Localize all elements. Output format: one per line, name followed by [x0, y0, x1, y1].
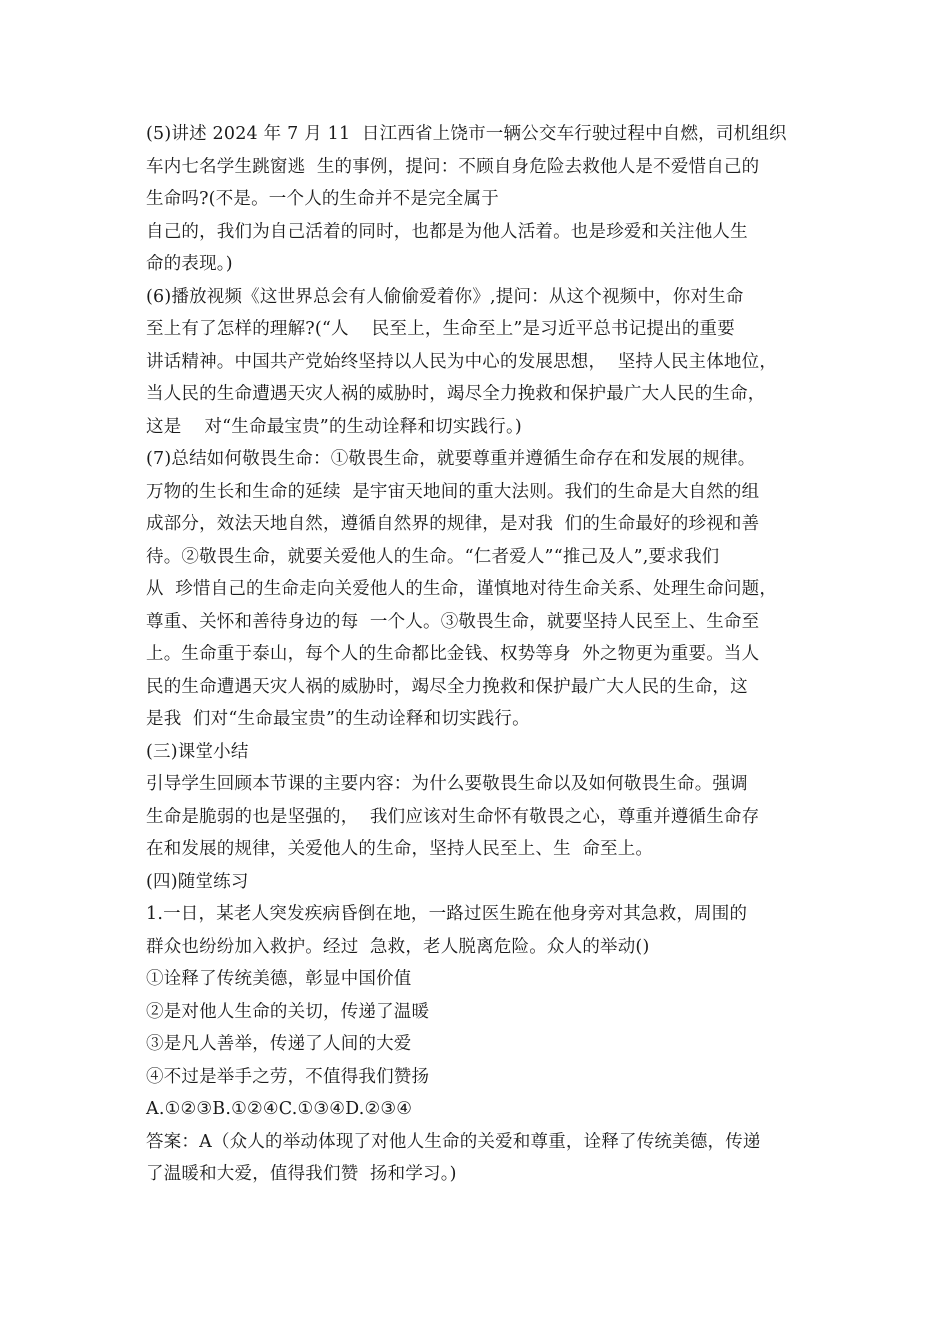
- text-line: 成部分，效法天地自然，遵循自然界的规律，是对我 们的生命最好的珍视和善: [146, 514, 760, 534]
- option-item: ③是凡人善举，传递了人间的大爱: [146, 1034, 412, 1054]
- answer-text: 答案：A（众人的举动体现了对他人生命的关爱和尊重，诠释了传统美德，传递: [146, 1131, 761, 1152]
- option-item: ①诠释了传统美德，彰显中国价值: [146, 969, 412, 989]
- answer-choices: A.①②③B.①②④C.①③④D.②③④: [146, 1099, 413, 1119]
- text-line: 生命吗?(不是。一个人的生命并不是完全属于: [146, 189, 499, 209]
- text-line: 讲话精神。中国共产党始终坚持以人民为中心的发展思想， 坚持人民主体地位，: [146, 351, 778, 372]
- text-line: 是我 们对“生命最宝贵”的生动诠释和切实践行。: [146, 709, 530, 729]
- question-text: 群众也纷纷加入救护。经过 急救，老人脱离危险。众人的举动(): [146, 936, 650, 957]
- text-line: 民的生命遭遇天灾人祸的威胁时，竭尽全力挽救和保护最广大人民的生命，这: [146, 676, 748, 697]
- text-line: 从 珍惜自己的生命走向关爱他人的生命，谨慎地对待生命关系、处理生命问题，: [146, 579, 778, 599]
- text-line: 命的表现。): [146, 254, 233, 274]
- document-body: [146, 118, 816, 1191]
- text-line: 车内七名学生跳窗逃 生的事例，提问：不顾自身危险去救他人是不爱惜自己的: [146, 156, 760, 177]
- text-line: 至上有了怎样的理解?(“人 民至上，生命至上”是习近平总书记提出的重要: [146, 319, 735, 339]
- option-item: ②是对他人生命的关切，传递了温暖: [146, 1001, 430, 1022]
- text-line: 生命是脆弱的也是坚强的， 我们应该对生命怀有敬畏之心，尊重并遵循生命存: [146, 806, 760, 827]
- text-line: 在和发展的规律，关爱他人的生命，坚持人民至上、生 命至上。: [146, 839, 654, 859]
- text-line: 万物的生长和生命的延续 是宇宙天地间的重大法则。我们的生命是大自然的组: [146, 481, 760, 502]
- text-line: 这是 对“生命最宝贵”的生动诠释和切实践行。): [146, 416, 522, 437]
- text-line: 上。生命重于泰山，每个人的生命都比金钱、权势等身 外之物更为重要。当人: [146, 644, 760, 664]
- text-line: 尊重、关怀和善待身边的每 一个人。③敬畏生命，就要坚持人民至上、生命至: [146, 611, 760, 632]
- section-heading: (三)课堂小结: [146, 741, 249, 762]
- option-item: ④不过是举手之劳，不值得我们赞扬: [146, 1066, 430, 1087]
- question-text: 1.一日，某老人突发疾病昏倒在地，一路过医生跪在他身旁对其急救，周围的: [146, 904, 748, 924]
- text-line: 当人民的生命遭遇天灾人祸的威胁时，竭尽全力挽救和保护最广大人民的生命，: [146, 384, 766, 404]
- text-line: 自己的，我们为自己活着的同时，也都是为他人活着。也是珍爱和关注他人生: [146, 221, 748, 242]
- text-line: (7)总结如何敬畏生命：①敬畏生命，就要尊重并遵循生命存在和发展的规律。: [146, 449, 756, 469]
- text-line: 待。②敬畏生命，就要关爱他人的生命。“仁者爱人”“推己及人”,要求我们: [146, 546, 720, 567]
- section-heading: (四)随堂练习: [146, 871, 249, 892]
- text-line: (5)讲述 2024 年 7 月 11 日江西省上饶市一辆公交车行驶过程中自燃，司机组织: [146, 124, 787, 144]
- text-line: (6)播放视频《这世界总会有人偷偷爱着你》,提问：从这个视频中，你对生命: [146, 286, 744, 307]
- text-line: 引导学生回顾本节课的主要内容：为什么要敬畏生命以及如何敬畏生命。强调: [146, 774, 748, 794]
- answer-text: 了温暖和大爱，值得我们赞 扬和学习。): [146, 1164, 457, 1184]
